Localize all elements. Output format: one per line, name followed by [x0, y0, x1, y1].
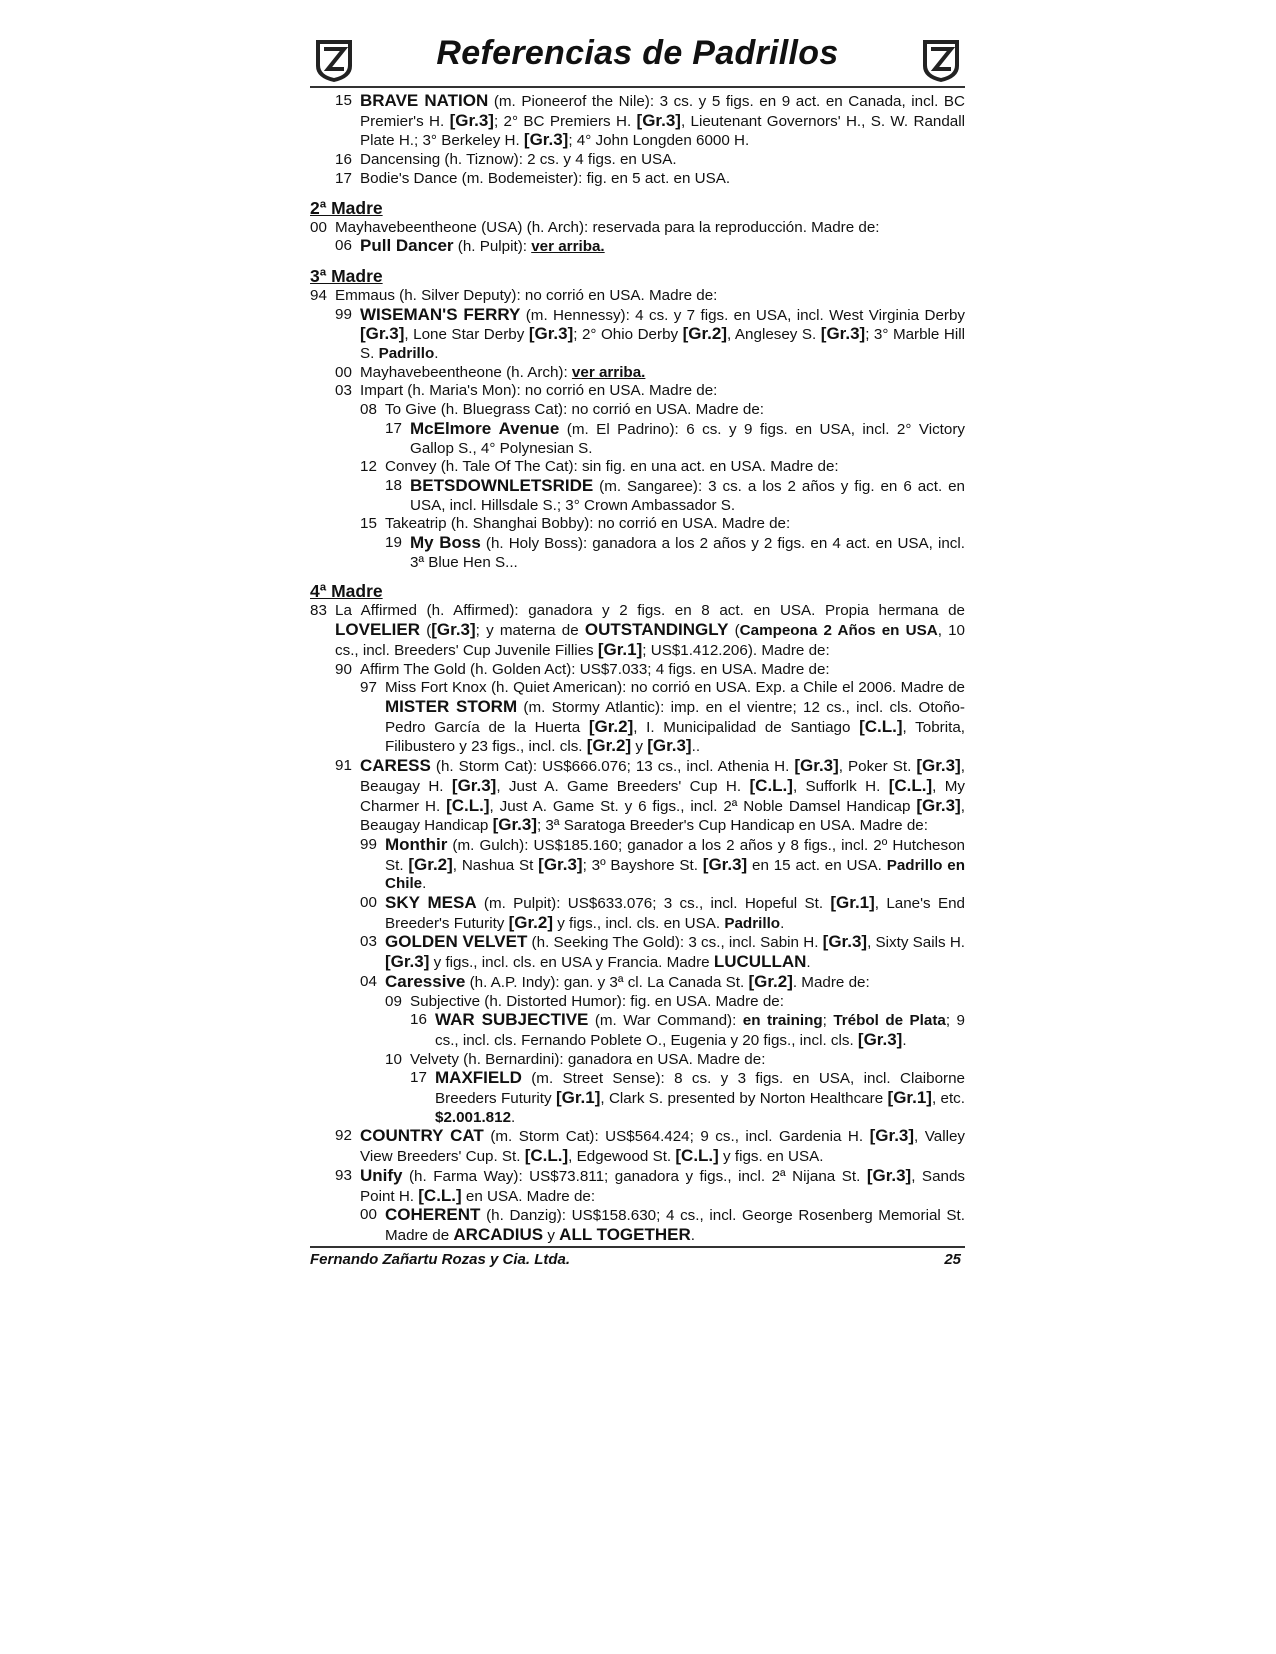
page-header	[310, 30, 965, 88]
entry-text: Caressive (h. A.P. Indy): gan. y 3ª cl. La Canada St. [Gr.2]. Madre de:	[385, 971, 870, 991]
entry-text: Pull Dancer (h. Pulpit): ver arriba.	[360, 236, 605, 256]
entry-year: 17	[335, 169, 352, 187]
pedigree-entry	[310, 92, 965, 151]
entry-text: McElmore Avenue (m. El Padrino): 6 cs. y 9 figs. en USA, incl. 2° Victory Gallop S., 4° Polynesian S.	[410, 418, 966, 457]
entry-year: 90	[335, 660, 352, 678]
entry-text: Impart (h. Maria's Mon): no corrió en USA. Madre de:	[360, 382, 718, 400]
pedigree-entry	[310, 836, 965, 894]
entry-year: 17	[410, 1069, 427, 1087]
entry-year: 99	[360, 835, 377, 853]
entry-text: COHERENT (h. Danzig): US$158.630; 4 cs., incl. George Rosenberg Memorial St. Madre de ARCADIUS y ALL TOGETHER.	[385, 1205, 965, 1244]
pedigree-entry	[310, 515, 965, 534]
entry-year: 99	[335, 305, 352, 323]
entry-text: Subjective (h. Distorted Humor): fig. en USA. Madre de:	[410, 992, 784, 1010]
entry-text: WISEMAN'S FERRY (m. Hennessy): 4 cs. y 7 figs. en USA, incl. West Virginia Derby [Gr.3], Lone Star Derby [Gr.3]; 2° Ohio Derby [Gr.2], Anglesey S. [Gr.3]; 3° Marble Hill S. Padrillo.	[360, 304, 965, 363]
entry-text: Convey (h. Tale Of The Cat): sin fig. en una act. en USA. Madre de:	[385, 458, 839, 476]
pedigree-entry	[310, 679, 965, 757]
entry-year: 03	[360, 933, 377, 951]
entry-text: Mayhavebeentheone (USA) (h. Arch): reservada para la reproducción. Madre de:	[335, 218, 880, 236]
entry-text: Mayhavebeentheone (h. Arch): ver arriba.	[360, 363, 646, 381]
pedigree-entry	[310, 364, 965, 383]
pedigree-entry	[310, 1167, 965, 1206]
pedigree-entry	[310, 1069, 965, 1127]
entry-year: 97	[360, 679, 377, 697]
pedigree-entry	[310, 993, 965, 1012]
pedigree-entry	[310, 894, 965, 933]
pedigree-entry	[310, 401, 965, 420]
section-heading: 4ª Madre	[310, 581, 383, 602]
pedigree-entry	[310, 219, 965, 238]
entry-text: La Affirmed (h. Affirmed): ganadora y 2 figs. en 8 act. en USA. Propia hermana de LOVELIER ([Gr.3]; y materna de OUTSTANDINGLY (Campeona 2 Años en USA, 10 cs., incl. Breeders' Cup Juvenile Fillies [Gr.1]; US$1.412.206). Madre de:	[335, 602, 965, 659]
entry-year: 00	[360, 894, 377, 912]
entry-text: COUNTRY CAT (m. Storm Cat): US$564.424; 9 cs., incl. Gardenia H. [Gr.3], Valley View Breeders' Cup. St. [C.L.], Edgewood St. [C.L.] y figs. en USA.	[360, 1126, 966, 1166]
entry-year: 19	[385, 534, 402, 552]
pedigree-entry	[310, 237, 965, 257]
pedigree-entry	[310, 1206, 965, 1245]
page	[310, 30, 965, 1246]
pedigree-entry	[310, 287, 965, 306]
entry-text: Takeatrip (h. Shanghai Bobby): no corrió en USA. Madre de:	[385, 515, 791, 533]
pedigree-entry	[310, 382, 965, 401]
entry-text: To Give (h. Bluegrass Cat): no corrió en USA. Madre de:	[385, 401, 765, 419]
entry-text: Monthir (m. Gulch): US$185.160; ganador a los 2 años y 8 figs., incl. 2º Hutcheson St. [Gr.2], Nashua St [Gr.3]; 3º Bayshore St. [Gr.3] en 15 act. en USA. Padrillo en Chile.	[385, 834, 965, 893]
entry-text: Affirm The Gold (h. Golden Act): US$7.033; 4 figs. en USA. Madre de:	[360, 660, 830, 678]
entry-year: 10	[385, 1050, 402, 1068]
entry-year: 94	[310, 286, 327, 304]
pedigree-entry	[310, 1011, 965, 1050]
entry-year: 15	[335, 92, 352, 109]
entry-text: BETSDOWNLETSRIDE (m. Sangaree): 3 cs. a los 2 años y fig. en 6 act. en USA, incl. Hillsdale S.; 3° Crown Ambassador S.	[410, 475, 965, 514]
entry-text: My Boss (h. Holy Boss): ganadora a los 2 años y 2 figs. en 4 act. en USA, incl. 3ª Blue Hen S...	[410, 533, 965, 571]
entry-text: Velvety (h. Bernardini): ganadora en USA. Madre de:	[410, 1050, 766, 1068]
entry-text: CARESS (h. Storm Cat): US$666.076; 13 cs., incl. Athenia H. [Gr.3], Poker St. [Gr.3], Beaugay H. [Gr.3], Just A. Game Breeders' Cup H. [C.L.], Sufforlk H. [C.L.], My Charmer H. [C.L.], Just A. Game St. y 6 figs., incl. 2ª Noble Damsel Handicap [Gr.3], Beaugay Handicap [Gr.3]; 3ª Saratoga Breeder's Cup Handicap en USA. Madre de:	[360, 756, 966, 835]
pedigree-entry	[310, 420, 965, 458]
entry-year: 91	[335, 757, 352, 775]
entry-text: Dancensing (h. Tiznow): 2 cs. y 4 figs. en USA.	[360, 151, 677, 169]
pedigree-entry	[310, 1127, 965, 1166]
page-footer	[310, 1246, 965, 1268]
entry-text: Emmaus (h. Silver Deputy): no corrió en USA. Madre de:	[335, 286, 718, 304]
club-logo-icon	[919, 36, 963, 84]
footer-company: Fernando Zañartu Rozas y Cia. Ltda.	[310, 1251, 571, 1268]
pedigree-entry	[310, 661, 965, 680]
entry-year: 03	[335, 382, 352, 400]
entry-year: 16	[335, 151, 352, 169]
pedigree-entry	[310, 1051, 965, 1070]
entry-year: 16	[410, 1011, 427, 1029]
entry-year: 09	[385, 992, 402, 1010]
page-number: 25	[944, 1251, 961, 1268]
pedigree-entry	[310, 306, 965, 364]
entry-text: Bodie's Dance (m. Bodemeister): fig. en 5 act. en USA.	[360, 169, 731, 187]
entry-year: 00	[310, 218, 327, 236]
entry-year: 17	[385, 419, 402, 437]
pedigree-entry	[310, 477, 965, 515]
pedigree-entry	[310, 602, 965, 660]
section-heading: 3ª Madre	[310, 265, 383, 286]
entry-year: 00	[360, 1206, 377, 1224]
entry-text: SKY MESA (m. Pulpit): US$633.076; 3 cs., incl. Hopeful St. [Gr.1], Lane's End Breeder's Futurity [Gr.2] y figs., incl. cls. en USA. Padrillo.	[385, 893, 965, 932]
pedigree-entry	[310, 458, 965, 477]
entry-year: 12	[360, 458, 377, 476]
section-heading: 2ª Madre	[310, 197, 383, 218]
pedigree-entry	[310, 534, 965, 572]
entry-text: Miss Fort Knox (h. Quiet American): no corrió en USA. Exp. a Chile el 2006. Madre de MISTER STORM (m. Stormy Atlantic): imp. en el vientre; 12 cs., incl. cls. Otoño-Pedro García de la Huerta [Gr.2], I. Municipalidad de Santiago [C.L.], Tobrita, Filibustero y 23 figs., incl. cls. [Gr.2] y [Gr.3]..	[385, 679, 965, 756]
pedigree-entry	[310, 973, 965, 993]
entry-year: 06	[335, 237, 352, 255]
pedigree-entry	[310, 933, 965, 972]
entry-year: 18	[385, 476, 402, 494]
entry-year: 04	[360, 972, 377, 990]
entry-year: 83	[310, 602, 327, 620]
entry-year: 15	[360, 515, 377, 533]
pedigree-entry	[310, 757, 965, 836]
entry-text: BRAVE NATION (m. Pioneerof the Nile): 3 cs. y 5 figs. en 9 act. en Canada, incl. BC Premier's H. [Gr.3]; 2° BC Premiers H. [Gr.3], Lieutenant Governors' H., S. W. Randall Plate H.; 3° Berkeley H. [Gr.3]; 4° John Longden 6000 H.	[360, 91, 965, 150]
entry-text: WAR SUBJECTIVE (m. War Command): en training; Trébol de Plata; 9 cs., incl. cls. Fernando Poblete O., Eugenia y 20 figs., incl. cls. [Gr.3].	[435, 1010, 965, 1049]
page-title: Referencias de Padrillos	[436, 34, 839, 72]
entry-year: 08	[360, 401, 377, 419]
entry-text: Unify (h. Farma Way): US$73.811; ganadora y figs., incl. 2ª Nijana St. [Gr.3], Sands Point H. [C.L.] en USA. Madre de:	[360, 1165, 965, 1205]
pedigree-references	[310, 92, 965, 1246]
entry-text: GOLDEN VELVET (h. Seeking The Gold): 3 cs., incl. Sabin H. [Gr.3], Sixty Sails H. [Gr.3] y figs., incl. cls. en USA y Francia. Madre LUCULLAN.	[385, 932, 966, 972]
pedigree-entry	[310, 170, 965, 189]
entry-year: 00	[335, 363, 352, 381]
entry-text: MAXFIELD (m. Street Sense): 8 cs. y 3 figs. en USA, incl. Claiborne Breeders Futurity [Gr.1], Clark S. presented by Norton Healthcare [Gr.1], etc. $2.001.812.	[435, 1068, 965, 1126]
entry-year: 92	[335, 1127, 352, 1145]
pedigree-entry	[310, 151, 965, 170]
entry-year: 93	[335, 1166, 352, 1184]
